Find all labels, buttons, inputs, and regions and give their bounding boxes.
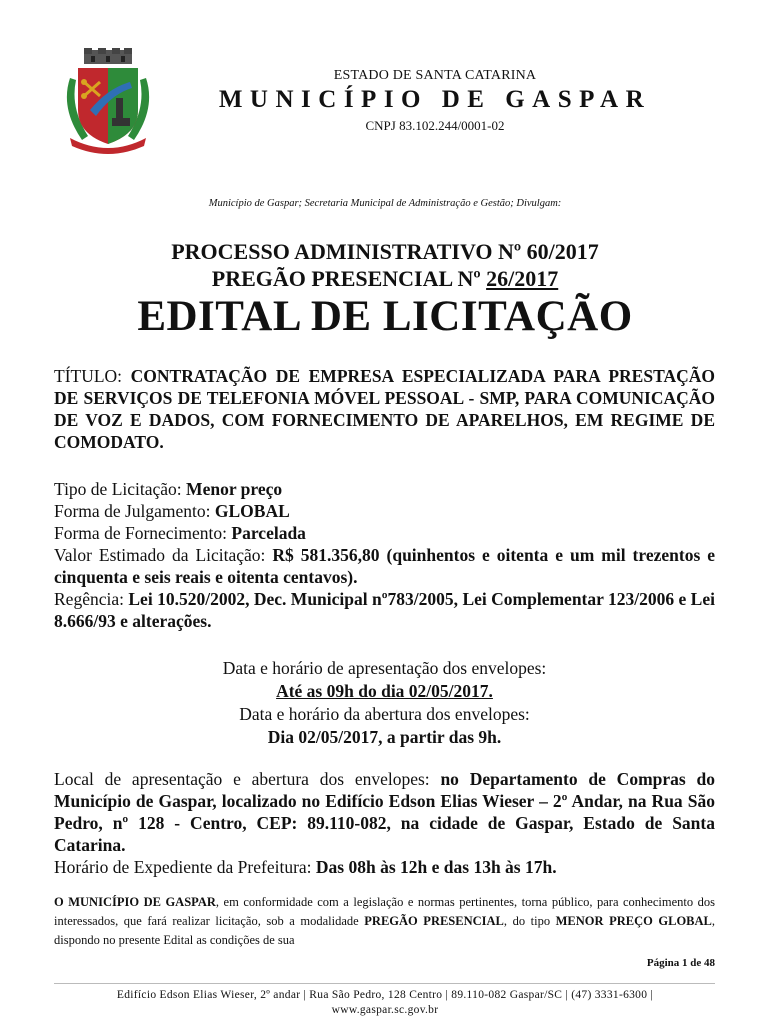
apresentacao-value: Até as 09h do dia 02/05/2017. [276, 681, 493, 701]
divulgam-line: Município de Gaspar; Secretaria Municipal de Administração e Gestão; Divulgam: [208, 198, 562, 209]
apresentacao-value-row [54, 680, 715, 703]
para-modalidade: PREGÃO PRESENCIAL [364, 914, 504, 928]
local-value: no Departamento de Compras do Município de Gaspar, localizado no Edifício Edson Elias Wieser – 2º Andar, na Rua São Pedro, nº 128 - Centro, CEP: 89.110-082, na cidade de Gaspar, Estado de Santa Catarina. [54, 769, 715, 855]
cnpj: CNPJ 83.102.244/0001-02 [365, 118, 505, 133]
fornecimento-row [54, 522, 715, 544]
para-text-2: , do tipo [503, 914, 556, 928]
para-text-1: , em conformidade com a legislação e normas pertinentes, torna público, para conhecimento dos interessados, que fará realizar licitação, sob a modalidade [54, 895, 715, 928]
municipality-name: MUNICÍPIO DE GASPAR [218, 86, 652, 113]
process-line: PROCESSO ADMINISTRATIVO Nº 60/2017 [171, 239, 599, 264]
para-text-3: , dispondo no presente Edital as condições de sua [54, 914, 716, 947]
footer [40, 988, 730, 1018]
edital-title: EDITAL DE LICITAÇÃO [137, 293, 633, 340]
intro-paragraph [54, 893, 715, 950]
para-tipo: MENOR PREÇO GLOBAL [555, 914, 712, 928]
footer-address: Edifício Edson Elias Wieser, 2º andar | Rua São Pedro, 128 Centro | 89.110-082 Gaspar/SC | (47) 3331-6300 | [116, 989, 654, 1001]
tipo-label: Tipo de Licitação: [54, 479, 187, 499]
page-label: Página [646, 957, 682, 969]
julgamento-row [54, 500, 715, 522]
abertura-label: Data e horário da abertura dos envelopes: [239, 704, 530, 724]
process-heading [40, 238, 730, 292]
horario-row [54, 856, 715, 878]
footer-website: www.gaspar.sc.gov.br [331, 1004, 439, 1016]
info-section [54, 478, 715, 632]
state-name: ESTADO DE SANTA CATARINA [333, 68, 537, 83]
tipo-row [54, 478, 715, 500]
pregao-number: 26/2017 [486, 266, 559, 291]
regencia-label: Regência: [54, 589, 129, 609]
julgamento-label: Forma de Julgamento: [54, 501, 215, 521]
fornecimento-value: Parcelada [231, 523, 306, 543]
dates-section [54, 657, 715, 749]
coat-of-arms-icon [60, 48, 156, 156]
titulo-section [54, 365, 715, 453]
local-row [54, 768, 715, 856]
para-municipio: O MUNICÍPIO DE GASPAR [54, 895, 216, 909]
abertura-value-row [54, 726, 715, 749]
footer-divider [54, 983, 715, 984]
horario-label: Horário de Expediente da Prefeitura: [54, 857, 316, 877]
valor-value: R$ 581.356,80 (quinhentos e oitenta e um mil trezentos e cinquenta e seis reais e oitenta centavos). [54, 545, 716, 587]
valor-row [54, 544, 715, 588]
page-total: 48 [704, 957, 715, 969]
pregao-prefix: PREGÃO PRESENCIAL Nº [211, 266, 487, 291]
titulo-label: TÍTULO: [54, 366, 131, 386]
fornecimento-label: Forma de Fornecimento: [54, 523, 232, 543]
titulo-value: CONTRATAÇÃO DE EMPRESA ESPECIALIZADA PARA PRESTAÇÃO DE SERVIÇOS DE TELEFONIA MÓVEL PESSOAL - SMP, PARA COMUNICAÇÃO DE VOZ E DADOS, COM FORNECIMENTO DE APARELHOS, EM REGIME DE COMODATO. [54, 366, 715, 452]
regencia-value: Lei 10.520/2002, Dec. Municipal nº783/2005, Lei Complementar 123/2006 e Lei 8.666/93 e alterações. [54, 589, 715, 631]
page-of: de [687, 957, 704, 969]
tipo-value: Menor preço [186, 479, 283, 499]
page-current: 1 [682, 957, 688, 969]
local-label: Local de apresentação e abertura dos envelopes: [54, 769, 441, 789]
pregao-line [40, 265, 730, 292]
valor-label: Valor Estimado da Licitação: [54, 545, 273, 565]
julgamento-value: GLOBAL [214, 501, 290, 521]
page-number [647, 957, 715, 969]
regencia-row [54, 588, 715, 632]
local-section [54, 768, 715, 878]
apresentacao-label: Data e horário de apresentação dos envelopes: [222, 658, 547, 678]
horario-value: Das 08h às 12h e das 13h às 17h. [315, 857, 557, 877]
abertura-value: Dia 02/05/2017, a partir das 9h. [267, 727, 502, 747]
